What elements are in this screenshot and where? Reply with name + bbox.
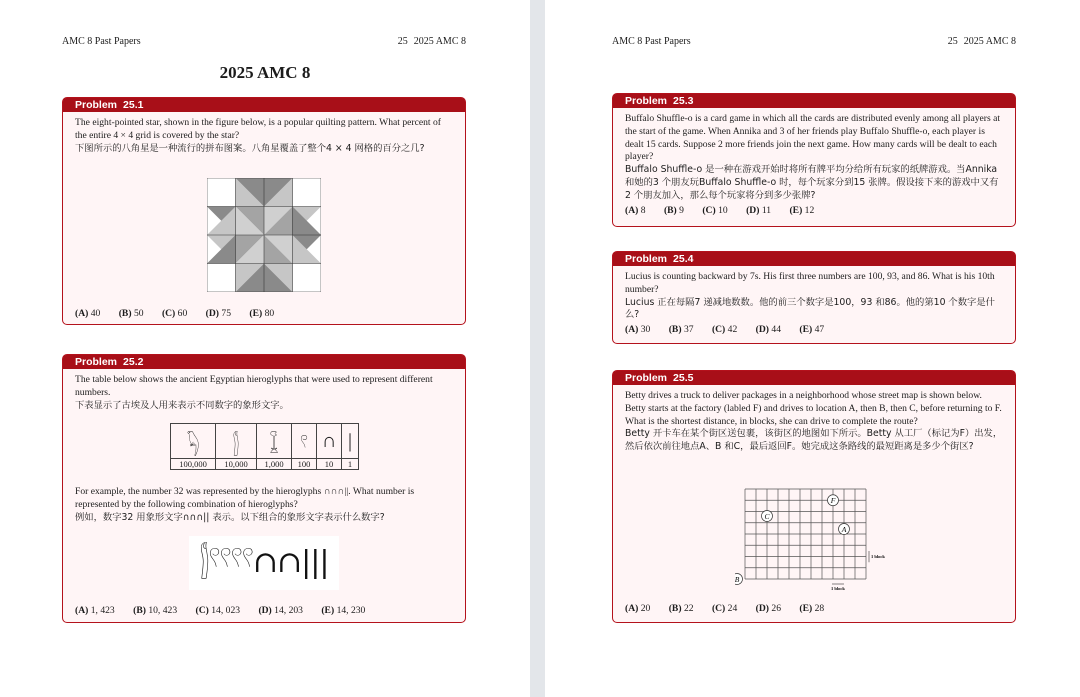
finger-icon: 𓂭 bbox=[216, 424, 257, 459]
scale-label-vertical: 1 block bbox=[871, 554, 885, 559]
problem-box-25-4 bbox=[612, 251, 1016, 344]
choice-a: (A) 1, 423 bbox=[75, 605, 115, 616]
tadpole-icon: 𓆐 bbox=[171, 424, 216, 459]
choice-d: (D) 11 bbox=[746, 205, 772, 216]
choice-e: (E) 14, 230 bbox=[321, 605, 366, 616]
answer-choices bbox=[625, 205, 830, 216]
choice-b: (B) 37 bbox=[668, 324, 694, 335]
choice-d: (D) 14, 203 bbox=[258, 605, 303, 616]
choice-a: (A) 8 bbox=[625, 205, 646, 216]
lotus-icon: 𓆼 bbox=[257, 424, 292, 459]
page-gutter bbox=[530, 0, 545, 697]
problem-text-cn-2: 例如，数字32 用象形文字∩∩∩|| 表示。以下组合的象形文字表示什么数字? bbox=[75, 511, 385, 523]
problem-header: Problem 25.5 bbox=[613, 371, 1015, 385]
answer-choices bbox=[75, 308, 290, 319]
choice-b: (B) 9 bbox=[663, 205, 684, 216]
problem-header: Problem 25.3 bbox=[613, 94, 1015, 108]
problem-text-cn: Lucius 正在每隔7 递减地数数。他的前三个数字是100，93 和86。他的第10 个数字是什么? bbox=[625, 296, 995, 321]
choice-a: (A) 20 bbox=[625, 603, 651, 614]
choice-c: (C) 10 bbox=[702, 205, 728, 216]
problem-header: Problem 25.2 bbox=[63, 355, 465, 369]
problem-text-en-2: For example, the number 32 was represented by the hieroglyphs ∩∩∩||. What number is represented by the following combination of hieroglyphs? bbox=[75, 486, 415, 510]
choice-c: (C) 14, 023 bbox=[195, 605, 241, 616]
choice-b: (B) 22 bbox=[668, 603, 694, 614]
problem-text bbox=[625, 113, 1003, 203]
location-c-label: C bbox=[764, 511, 770, 521]
heel-bone-icon: ∩ bbox=[317, 424, 342, 459]
hieroglyph-table: 𓆐 𓂭 𓆼 𓍢 ∩ | 100,000 10,000 1,000 100 10 1 bbox=[170, 423, 359, 470]
problem-text-cn: 下图所示的八角星是一种流行的拼布图案。八角星覆盖了整个4 × 4 网格的百分之几? bbox=[75, 142, 425, 154]
star-grid-figure bbox=[207, 178, 321, 292]
choice-b: (B) 10, 423 bbox=[133, 605, 178, 616]
choice-a: (A) 40 bbox=[75, 308, 101, 319]
problem-text-en: Buffalo Shuffle-o is a card game in which all the cards are distributed evenly among all players at the start of the game. When Annika and 3 of her friends play Buffalo Shuffle-o, each player is dealt 15 cards. Suppose 2 more friends join the next game. How many cards will be dealt to each player? bbox=[625, 113, 1001, 163]
problem-header: Problem 25.4 bbox=[613, 252, 1015, 266]
page-number: 25 bbox=[397, 36, 408, 47]
choice-e: (E) 47 bbox=[799, 324, 825, 335]
street-map-figure bbox=[735, 483, 895, 593]
choice-e: (E) 12 bbox=[789, 205, 815, 216]
choice-d: (D) 44 bbox=[755, 324, 781, 335]
problem-text-cn: Buffalo Shuffle-o 是一种在游戏开始时将所有牌平均分给所有玩家的纸牌游戏。当Annika 和她的3 个朋友玩Buffalo Shuffle-o 时，每个玩家分到15 张牌。假设接下来的游戏中又有2 个朋友加入，那么每个玩家将分到多少张牌? bbox=[625, 164, 999, 201]
problem-box-25-2 bbox=[62, 354, 466, 623]
choice-c: (C) 24 bbox=[711, 603, 738, 614]
running-head-section: 2025 AMC 8 bbox=[413, 36, 466, 47]
answer-choices bbox=[625, 603, 840, 614]
problem-box-25-5 bbox=[612, 370, 1016, 623]
problem-text bbox=[75, 117, 453, 155]
choice-b: (B) 50 bbox=[118, 308, 144, 319]
running-head-section: 2025 AMC 8 bbox=[963, 36, 1016, 47]
problem-text-en: The table below shows the ancient Egyptian hieroglyphs that were used to represent different numbers. bbox=[75, 374, 433, 398]
running-head-title: AMC 8 Past Papers bbox=[62, 36, 141, 47]
location-f-label: F bbox=[830, 496, 836, 505]
location-a-label: A bbox=[841, 524, 847, 534]
scale-label-horizontal: 1 block bbox=[831, 586, 845, 591]
location-b-label: B bbox=[735, 574, 740, 584]
stroke-icon: | bbox=[342, 424, 359, 459]
choice-d: (D) 26 bbox=[755, 603, 781, 614]
problem-text-en: Betty drives a truck to deliver packages in a neighborhood whose street map is shown below. Betty starts at the factory (labled F) and drives to location A, then B, then C, before returning to F. What is the shortest distance, in blocks, she can drive to complete the route? bbox=[625, 390, 1002, 427]
running-head-title: AMC 8 Past Papers bbox=[612, 36, 691, 47]
choice-c: (C) 60 bbox=[161, 308, 188, 319]
choice-e: (E) 28 bbox=[799, 603, 825, 614]
problem-header: Problem 25.1 bbox=[63, 98, 465, 112]
page-right bbox=[545, 0, 1080, 697]
hieroglyph-combination-figure: 𓂭𓍢𓍢𓍢𓍢∩∩||| bbox=[189, 536, 339, 590]
choice-d: (D) 75 bbox=[205, 308, 231, 319]
page-left bbox=[0, 0, 530, 697]
problem-text-cn: Betty 开卡车在某个街区送包裹，该街区的地图如下所示。Betty 从工厂（标记为F）出发，然后依次前往地点A、B 和C，最后返回F。她完成这条路线的最短距离是多少个街区? bbox=[625, 428, 1003, 453]
problem-text bbox=[625, 390, 1003, 454]
problem-text bbox=[625, 271, 1003, 322]
problem-text bbox=[75, 374, 453, 412]
coil-icon: 𓍢 bbox=[292, 424, 317, 459]
problem-box-25-3 bbox=[612, 93, 1016, 227]
problem-text-en: The eight-pointed star, shown in the figure below, is a popular quilting pattern. What percent of the entire 4 × 4 grid is covered by the star? bbox=[75, 117, 441, 141]
problem-box-25-1 bbox=[62, 97, 466, 325]
choice-c: (C) 42 bbox=[711, 324, 738, 335]
choice-a: (A) 30 bbox=[625, 324, 651, 335]
choice-e: (E) 80 bbox=[249, 308, 275, 319]
problem-text-en: Lucius is counting backward by 7s. His first three numbers are 100, 93, and 86. What is his 10th number? bbox=[625, 271, 995, 295]
problem-text-2 bbox=[75, 486, 453, 524]
answer-choices bbox=[625, 324, 840, 335]
page-title: 2025 AMC 8 bbox=[219, 63, 311, 82]
answer-choices bbox=[75, 605, 381, 616]
page-number: 25 bbox=[947, 36, 958, 47]
problem-text-cn: 下表显示了古埃及人用来表示不同数字的象形文字。 bbox=[75, 399, 289, 411]
